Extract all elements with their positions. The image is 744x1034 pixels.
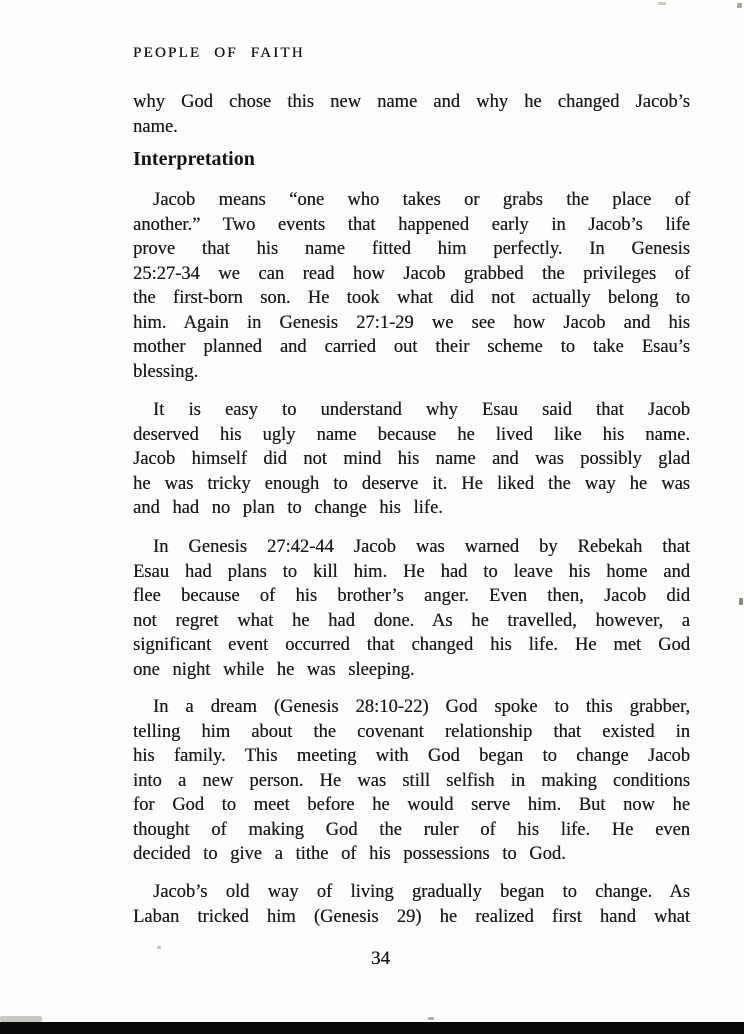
text-line: mother planned and carried out their scheme to take Esau’s xyxy=(133,337,690,357)
text-line: his family. This meeting with God began to change Jacob xyxy=(133,746,690,766)
paragraph xyxy=(133,188,690,384)
scan-artifact xyxy=(157,946,161,949)
text-line: the first-born son. He took what did not actually belong to xyxy=(133,288,690,308)
text-line: for God to meet before he would serve him. But now he xyxy=(133,795,690,815)
scan-artifact xyxy=(737,3,742,8)
text-line: Laban tricked him (Genesis 29) he realized first hand what xyxy=(133,906,690,927)
page-number: 34 xyxy=(371,948,390,969)
paragraph-continuation xyxy=(133,90,690,139)
text-line: It is easy to understand why Esau said that Jacob xyxy=(153,400,690,420)
text-line: significant event occurred that changed his life. He met God xyxy=(133,635,690,655)
text-line: Jacob himself did not mind his name and was possibly glad xyxy=(133,449,690,469)
text-line: decided to give a tithe of his possessions to God. xyxy=(133,844,566,864)
scan-edge-bottom xyxy=(0,1022,744,1034)
running-header: PEOPLE OF FAITH xyxy=(133,45,305,61)
text-line: another.” Two events that happened early in Jacob’s life xyxy=(133,214,690,235)
text-line: he was tricky enough to deserve it. He liked the way he was xyxy=(133,473,690,494)
text-line: In Genesis 27:42-44 Jacob was warned by Rebekah that xyxy=(153,537,690,557)
text-line: not regret what he had done. As he travelled, however, a xyxy=(133,610,690,631)
text-line: thought of making God the ruler of his life. He even xyxy=(133,819,690,840)
text-line: and had no plan to change his life. xyxy=(133,498,443,518)
paragraph xyxy=(133,398,690,521)
text-line: Esau had plans to kill him. He had to leave his home and xyxy=(133,561,690,582)
paragraph xyxy=(133,535,690,682)
text-line: Jacob’s old way of living gradually began to change. As xyxy=(153,882,690,902)
text-line: 25:27-34 we can read how Jacob grabbed the privileges of xyxy=(133,263,690,284)
text-line: him. Again in Genesis 27:1-29 we see how Jacob and his xyxy=(133,312,690,333)
text-line: flee because of his brother’s anger. Even then, Jacob did xyxy=(133,586,690,606)
scan-artifact xyxy=(428,1017,434,1020)
paragraph xyxy=(133,695,690,867)
scan-artifact xyxy=(739,598,743,605)
text-line: Jacob means “one who takes or grabs the place of xyxy=(153,190,690,210)
paragraph xyxy=(133,880,690,929)
text-block xyxy=(133,90,690,960)
text-line: prove that his name fitted him perfectly. In Genesis xyxy=(133,239,690,259)
text-line: blessing. xyxy=(133,361,199,382)
scan-artifact xyxy=(658,2,666,5)
text-line: deserved his ugly name because he lived like his name. xyxy=(133,424,690,445)
text-line: into a new person. He was still selfish in making conditions xyxy=(133,770,690,791)
section-heading: Interpretation xyxy=(133,148,255,170)
text-line: name. xyxy=(133,116,178,137)
text-line: telling him about the covenant relationship that existed in xyxy=(133,721,690,742)
text-line: In a dream (Genesis 28:10-22) God spoke to this grabber, xyxy=(153,697,690,717)
text-line: why God chose this new name and why he changed Jacob’s xyxy=(133,92,690,112)
text-line: one night while he was sleeping. xyxy=(133,659,415,680)
